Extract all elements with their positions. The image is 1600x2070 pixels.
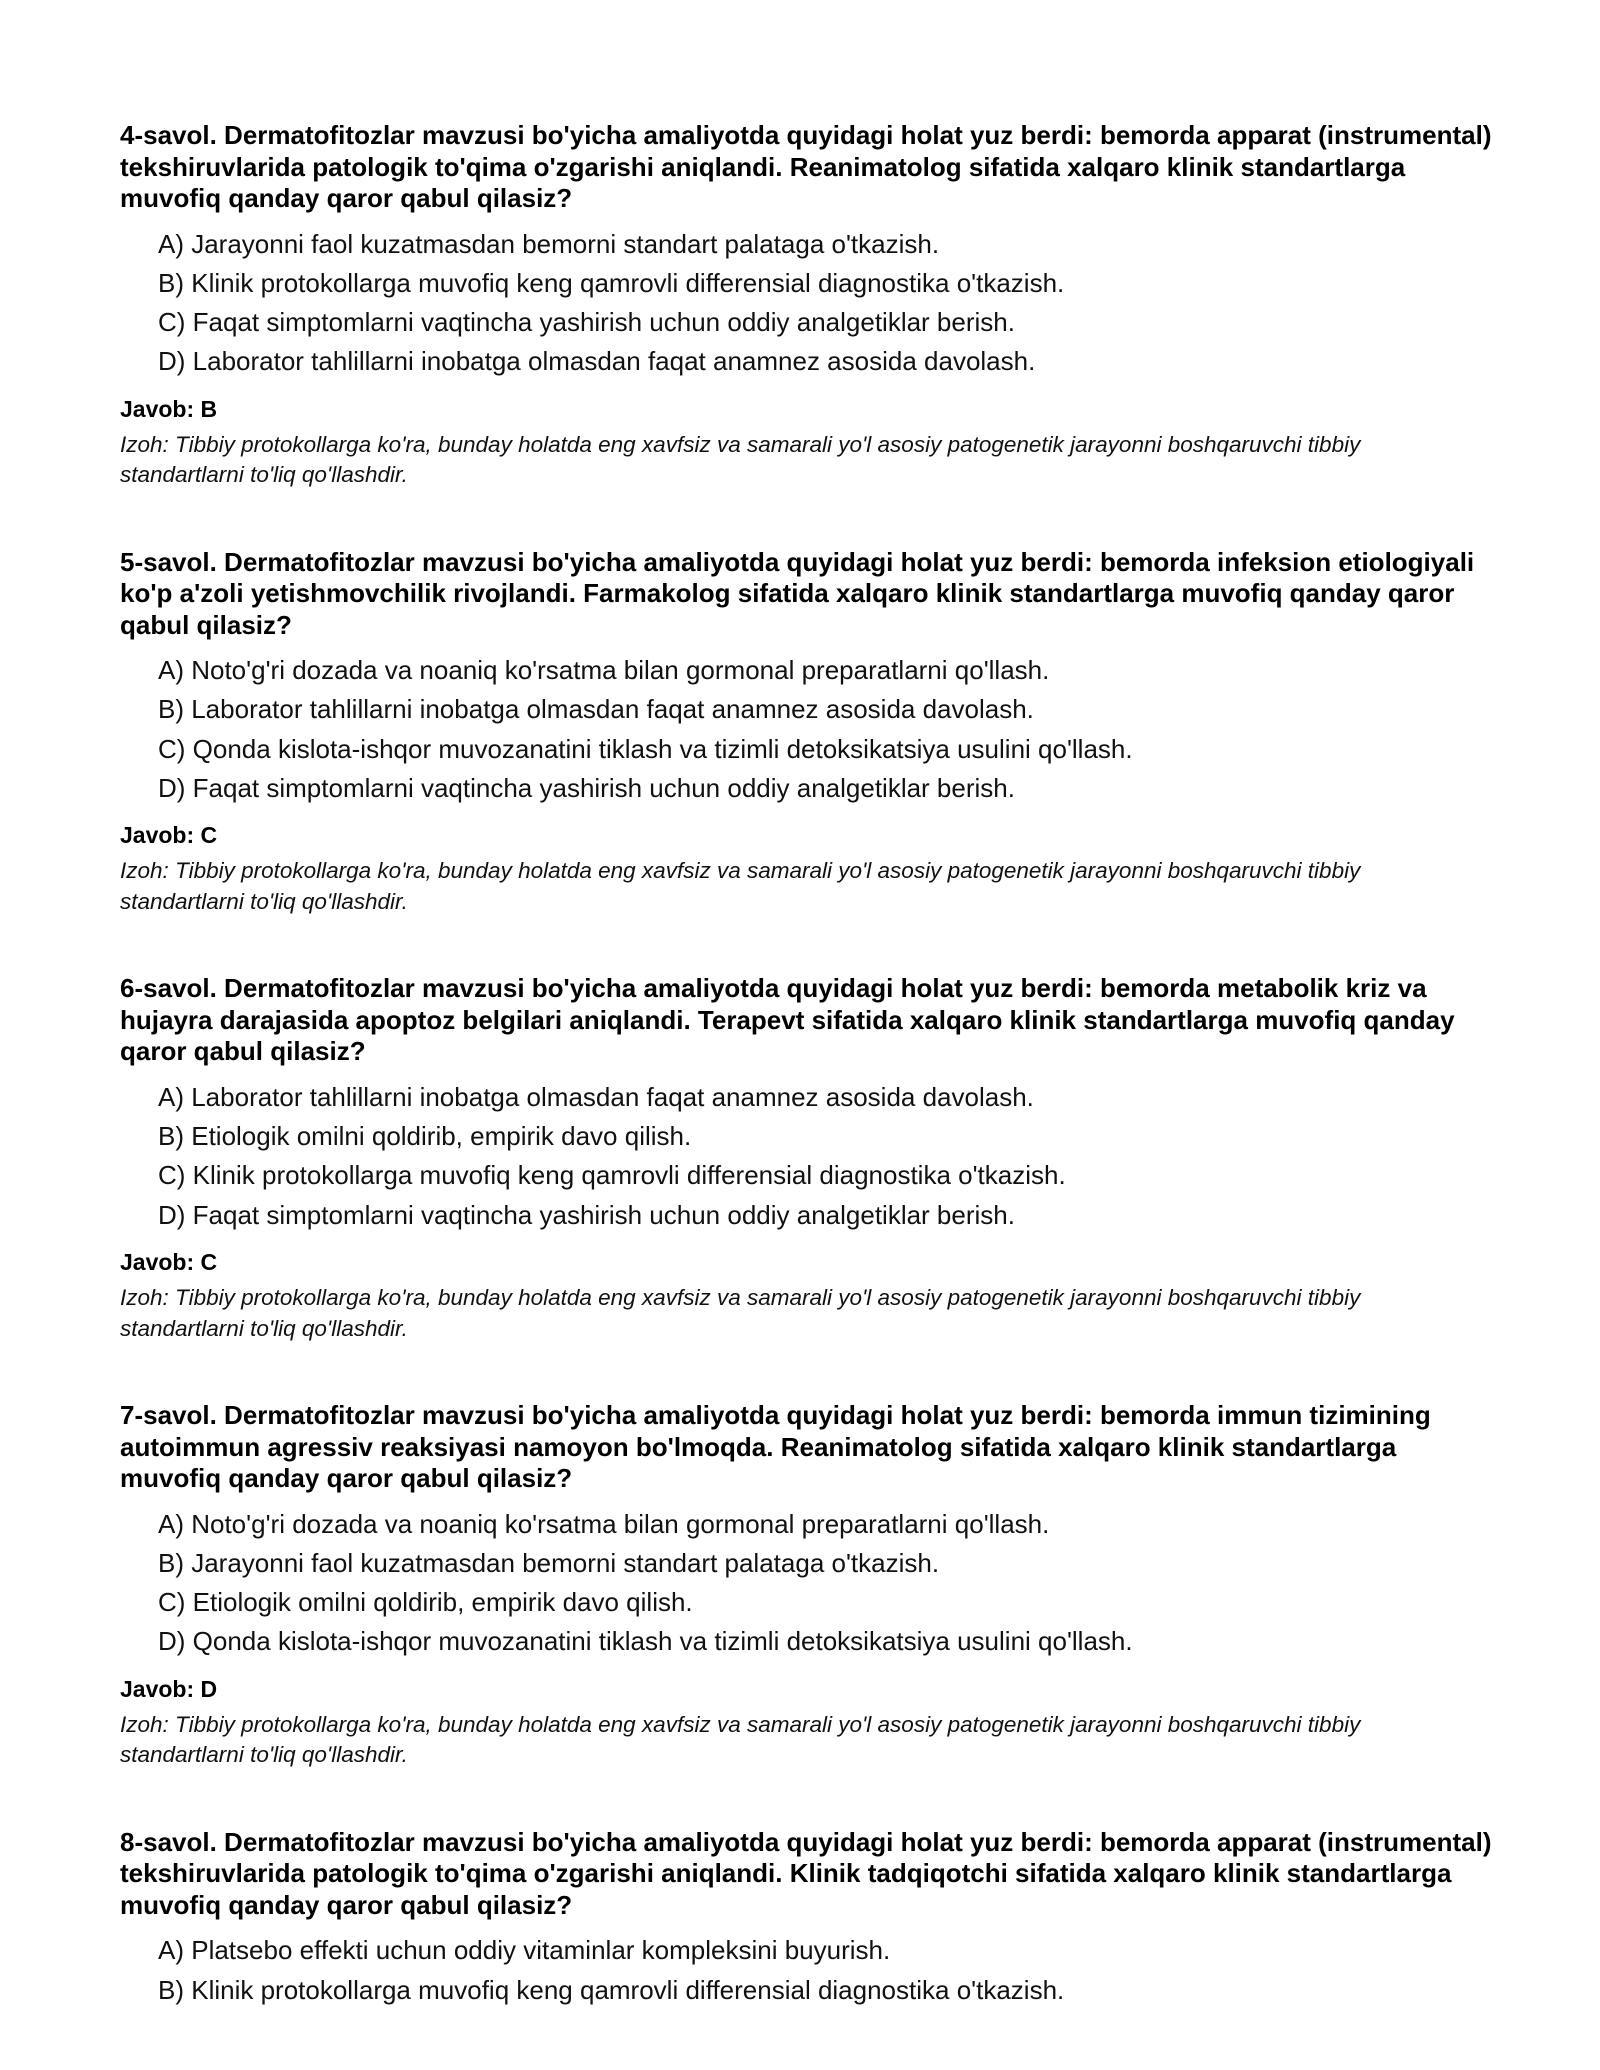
option-d: D) Qonda kislota-ishqor muvozanatini tiklash va tizimli detoksikatsiya usulini qo'llash. <box>158 1626 1133 1657</box>
question-text: 8-savol. Dermatofitozlar mavzusi bo'yicha amaliyotda quyidagi holat yuz berdi: bemorda apparat (instrumental) tekshiruvlarida patologik to'qima o'zgarishi aniqlandi. Klinik tadqiqotchi sifatida xalqaro klinik standartlarga muvofiq qanday qaror qabul qilasiz? <box>120 1826 1492 1920</box>
option-d: D) Faqat simptomlarni vaqtincha yashirish uchun oddiy analgetiklar berish. <box>158 773 1015 804</box>
question-text: 7-savol. Dermatofitozlar mavzusi bo'yicha amaliyotda quyidagi holat yuz berdi: bemorda immun tizimining autoimmun agressiv reaksiyasi namoyon bo'lmoqda. Reanimatolog sifatida xalqaro klinik standartlarga muvofiq qanday qaror qabul qilasiz? <box>120 1400 1431 1494</box>
option-b: B) Jarayonni faol kuzatmasdan bemorni standart palataga o'tkazish. <box>158 1547 940 1578</box>
explanation-text: Izoh: Tibbiy protokollarga ko'ra, bunday holatda eng xavfsiz va samarali yo'l asosiy patogenetik jarayonni boshqaruvchi tibbiy standartlarni to'liq qo'llashdir. <box>120 1711 1361 1768</box>
question-text: 4-savol. Dermatofitozlar mavzusi bo'yicha amaliyotda quyidagi holat yuz berdi: bemorda apparat (instrumental) tekshiruvlarida patologik to'qima o'zgarishi aniqlandi. Reanimatolog sifatida xalqaro klinik standartlarga muvofiq qanday qaror qabul qilasiz? <box>120 120 1492 213</box>
explanation-text: Izoh: Tibbiy protokollarga ko'ra, bunday holatda eng xavfsiz va samarali yo'l asosiy patogenetik jarayonni boshqaruvchi tibbiy standartlarni to'liq qo'llashdir. <box>120 858 1361 914</box>
option-a: A) Noto'g'ri dozada va noaniq ko'rsatma bilan gormonal preparatlarni qo'llash. <box>158 655 1050 686</box>
option-c: C) Faqat simptomlarni vaqtincha yashirish uchun oddiy analgetiklar berish. <box>158 307 1015 338</box>
question-8 <box>120 1827 1500 2010</box>
option-a: A) Jarayonni faol kuzatmasdan bemorni standart palataga o'tkazish. <box>158 228 940 259</box>
option-a: A) Laborator tahlillarni inobatga olmasdan faqat anamnez asosida davolash. <box>158 1081 1034 1112</box>
option-c: C) Etiologik omilni qoldirib, empirik davo qilish. <box>158 1587 693 1618</box>
option-b: B) Laborator tahlillarni inobatga olmasdan faqat anamnez asosida davolash. <box>158 694 1034 725</box>
option-b: B) Klinik protokollarga muvofiq keng qamrovli differensial diagnostika o'tkazish. <box>158 267 1065 298</box>
option-list <box>120 225 1500 382</box>
question-4 <box>120 120 1500 491</box>
answer-label: Javob: B <box>120 395 218 422</box>
question-text: 5-savol. Dermatofitozlar mavzusi bo'yicha amaliyotda quyidagi holat yuz berdi: bemorda infeksion etiologiyali ko'p a'zoli yetishmovchilik rivojlandi. Farmakolog sifatida xalqaro klinik standartlarga muvofiq qanday qaror qabul qilasiz? <box>120 546 1475 640</box>
question-7 <box>120 1400 1500 1771</box>
question-text: 6-savol. Dermatofitozlar mavzusi bo'yicha amaliyotda quyidagi holat yuz berdi: bemorda metabolik kriz va hujayra darajasida apoptoz belgilari aniqlandi. Terapevt sifatida xalqaro klinik standartlarga muvofiq qanday qaror qabul qilasiz? <box>120 973 1455 1067</box>
explanation-text: Izoh: Tibbiy protokollarga ko'ra, bunday holatda eng xavfsiz va samarali yo'l asosiy patogenetik jarayonni boshqaruvchi tibbiy standartlarni to'liq qo'llashdir. <box>120 1285 1361 1341</box>
explanation-text: Izoh: Tibbiy protokollarga ko'ra, bunday holatda eng xavfsiz va samarali yo'l asosiy patogenetik jarayonni boshqaruvchi tibbiy standartlarni to'liq qo'llashdir. <box>120 431 1361 488</box>
option-list <box>120 1078 1500 1235</box>
option-c: C) Qonda kislota-ishqor muvozanatini tiklash va tizimli detoksikatsiya usulini qo'llash. <box>158 733 1133 764</box>
option-d: D) Faqat simptomlarni vaqtincha yashirish uchun oddiy analgetiklar berish. <box>158 1199 1015 1230</box>
option-a: A) Platsebo effekti uchun oddiy vitaminlar kompleksini buyurish. <box>158 1935 891 1966</box>
answer-label: Javob: C <box>120 1249 218 1276</box>
document-page <box>120 120 1500 2066</box>
option-b: B) Etiologik omilni qoldirib, empirik davo qilish. <box>158 1121 692 1152</box>
option-b: B) Klinik protokollarga muvofiq keng qamrovli differensial diagnostika o'tkazish. <box>158 1974 1065 2005</box>
answer-label: Javob: C <box>120 822 218 849</box>
option-list <box>120 1505 1500 1662</box>
option-a: A) Noto'g'ri dozada va noaniq ko'rsatma bilan gormonal preparatlarni qo'llash. <box>158 1508 1050 1539</box>
question-6 <box>120 973 1500 1344</box>
answer-label: Javob: D <box>120 1675 218 1702</box>
option-d: D) Laborator tahlillarni inobatga olmasdan faqat anamnez asosida davolash. <box>158 346 1036 377</box>
option-list <box>120 651 1500 808</box>
option-list <box>120 1931 1500 2010</box>
option-c: C) Klinik protokollarga muvofiq keng qamrovli differensial diagnostika o'tkazish. <box>158 1160 1066 1191</box>
question-5 <box>120 547 1500 918</box>
